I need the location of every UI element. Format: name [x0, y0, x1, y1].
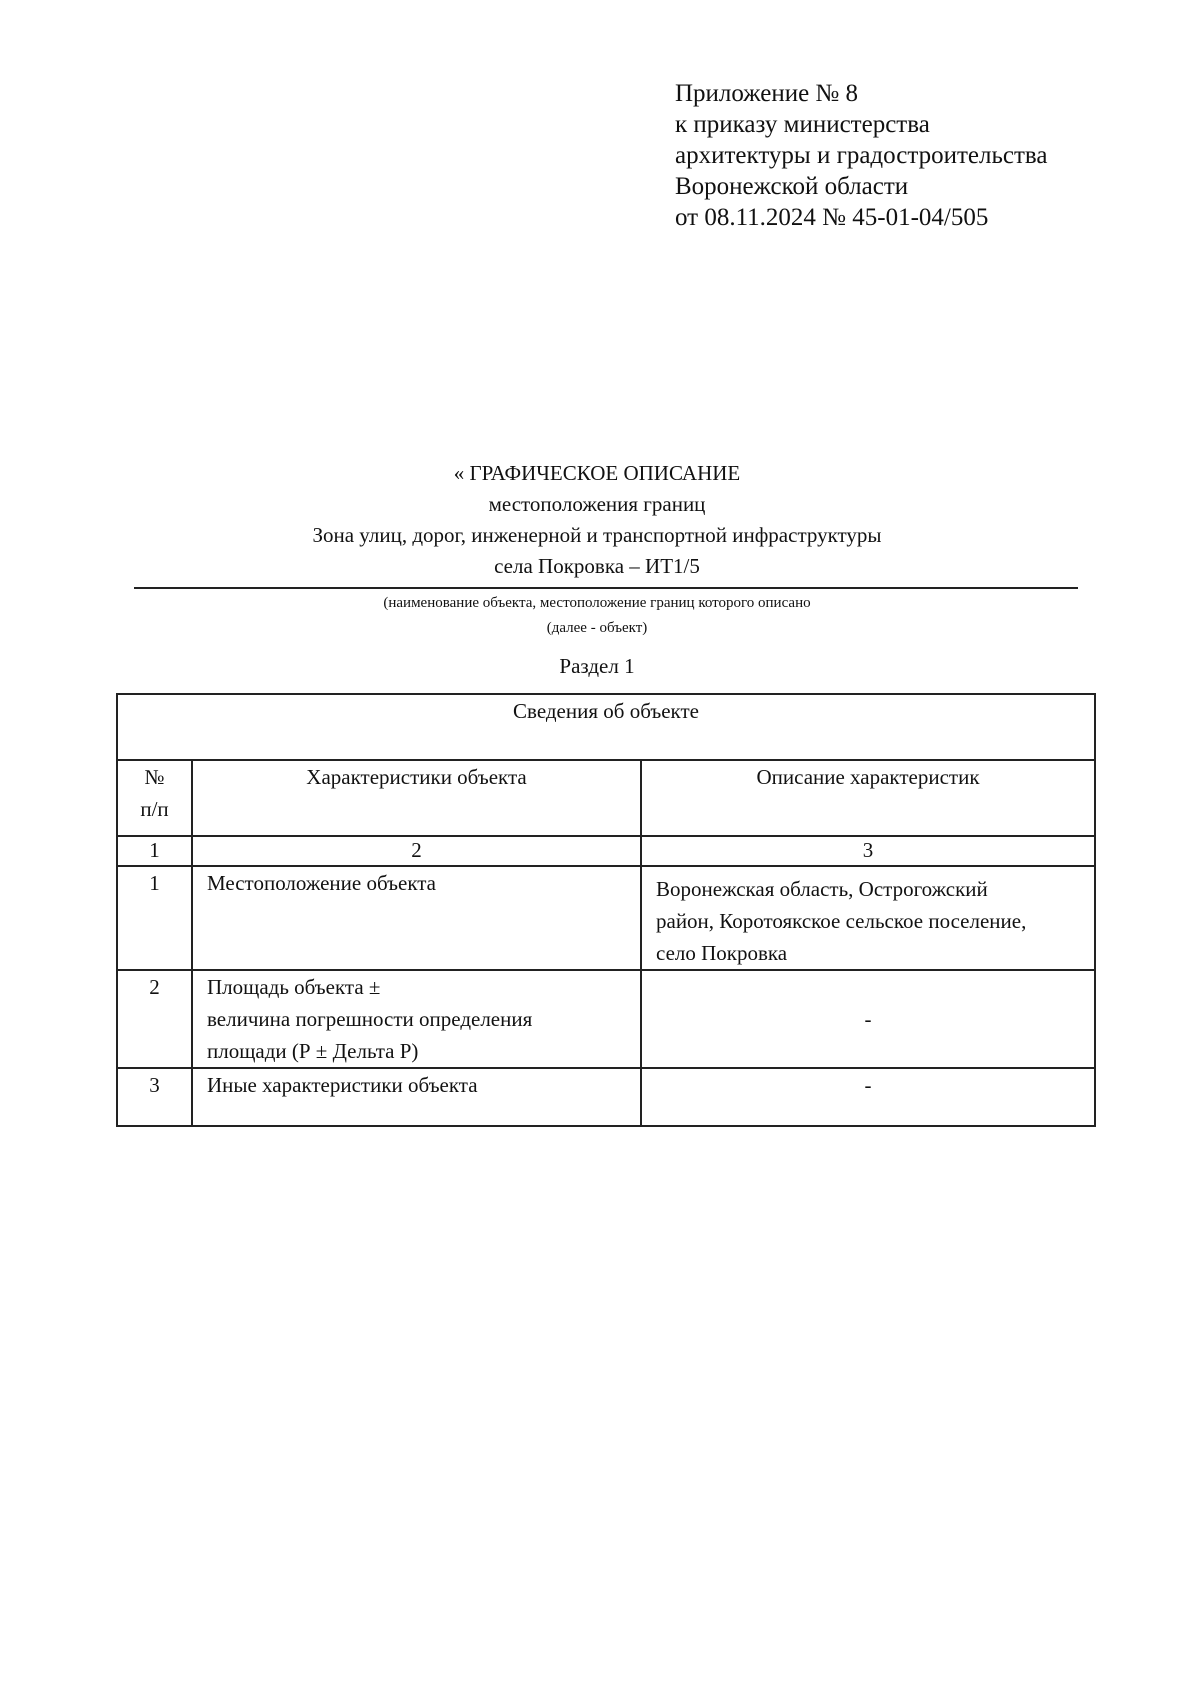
description-line: район, Коротоякское сельское поселение, — [656, 909, 1027, 933]
document-title: « ГРАФИЧЕСКОЕ ОПИСАНИЕ — [453, 461, 741, 485]
appendix-block — [675, 78, 1047, 233]
row-description: - — [641, 1068, 1095, 1126]
appendix-line: к приказу министерства — [675, 111, 930, 138]
row-number: 1 — [117, 866, 192, 970]
object-name-line: Зона улиц, дорог, инженерной и транспортной инфраструктуры — [312, 523, 882, 547]
row-description — [641, 866, 1095, 970]
table-row — [117, 970, 1095, 1068]
table-title-row — [117, 694, 1095, 760]
table-header-row — [117, 760, 1095, 836]
row-characteristic: Местоположение объекта — [192, 866, 641, 970]
object-info-table — [116, 693, 1096, 1127]
column-number: 1 — [117, 836, 192, 866]
header-description: Описание характеристик — [641, 760, 1095, 836]
characteristic-line: площади (Р ± Дельта Р) — [207, 1039, 419, 1063]
underline-divider — [134, 587, 1078, 589]
header-number — [117, 760, 192, 836]
section-label: Раздел 1 — [559, 654, 635, 678]
appendix-line: от 08.11.2024 № 45-01-04/505 — [675, 204, 989, 231]
appendix-line: Приложение № 8 — [675, 80, 859, 107]
row-number: 2 — [117, 970, 192, 1068]
row-characteristic: Иные характеристики объекта — [192, 1068, 641, 1126]
description-line: село Покровка — [656, 941, 788, 965]
header-number-line: п/п — [140, 797, 169, 821]
column-number-row — [117, 836, 1095, 866]
column-number: 3 — [641, 836, 1095, 866]
caption-line: (далее - объект) — [546, 620, 648, 636]
appendix-line: архитектуры и градостроительства — [675, 142, 1048, 169]
column-number: 2 — [192, 836, 641, 866]
document-subtitle: местоположения границ — [488, 492, 706, 516]
table-row — [117, 1068, 1095, 1126]
characteristic-line: величина погрешности определения — [207, 1007, 533, 1031]
document-heading — [116, 458, 1078, 582]
appendix-line: Воронежской области — [675, 173, 909, 200]
description-line: Воронежская область, Острогожский — [656, 877, 988, 901]
characteristic-line: Площадь объекта ± — [207, 975, 381, 999]
table-title: Сведения об объекте — [117, 694, 1095, 760]
header-characteristics: Характеристики объекта — [192, 760, 641, 836]
object-caption — [116, 591, 1078, 641]
object-name-line: села Покровка – ИТ1/5 — [494, 554, 700, 578]
table-row — [117, 866, 1095, 970]
header-number-line: № — [144, 765, 165, 789]
row-number: 3 — [117, 1068, 192, 1126]
caption-line: (наименование объекта, местоположение границ которого описано — [383, 595, 811, 611]
row-description: - — [641, 970, 1095, 1068]
row-characteristic — [192, 970, 641, 1068]
